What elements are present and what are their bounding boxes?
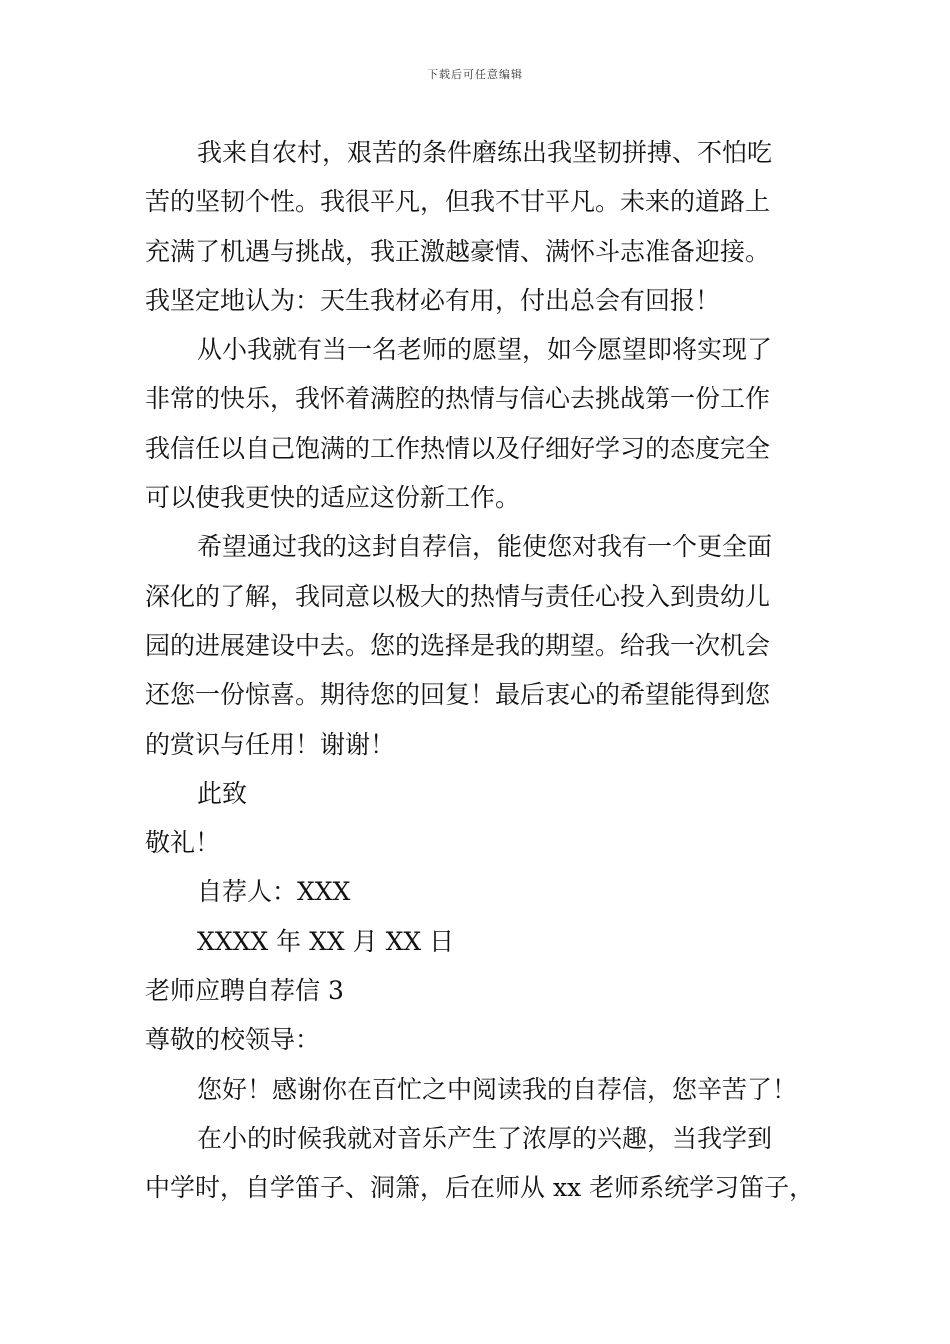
text-line: 苦的坚韧个性。我很平凡，但我不甘平凡。未来的道路上 (145, 187, 771, 217)
text-line: 园的进展建设中去。您的选择是我的期望。给我一次机会 (145, 630, 771, 660)
text-line: 中学时，自学笛子、洞箫，后在师从 xx 老师系统学习笛子， (145, 1173, 815, 1203)
header-note: 下载后可任意编辑 (427, 68, 523, 81)
text-line: 我信任以自己饱满的工作热情以及仔细好学习的态度完全 (145, 433, 771, 463)
text-line: 尊敬的校领导： (145, 1025, 321, 1055)
text-line: 我来自农村，艰苦的条件磨练出我坚韧拼搏、不怕吃 (197, 138, 773, 167)
text-line: 希望通过我的这封自荐信，能使您对我有一个更全面 (197, 532, 773, 562)
text-line: 可以使我更快的适应这份新工作。 (145, 483, 521, 513)
text-line: 您好！感谢你在百忙之中阅读我的自荐信，您辛苦了！ (197, 1074, 798, 1104)
text-line: 从小我就有当一名老师的愿望，如今愿望即将实现了 (197, 335, 773, 365)
text-line: 敬礼！ (145, 828, 221, 858)
text-line: 我坚定地认为：天生我材必有用，付出总会有回报！ (145, 285, 721, 315)
text-line: 还您一份惊喜。期待您的回复！最后衷心的希望能得到您 (145, 680, 771, 710)
text-line: 此致 (197, 778, 248, 808)
text-line: 自荐人：XXX (197, 877, 351, 907)
text-line: 非常的快乐，我怀着满腔的热情与信心去挑战第一份工作 (145, 384, 771, 414)
text-line: 充满了机遇与挑战，我正激越豪情、满怀斗志准备迎接。 (145, 236, 771, 266)
text-line: 老师应聘自荐信 3 (145, 976, 344, 1006)
document-body (145, 128, 815, 1213)
text-line: XXXX 年 XX 月 XX 日 (197, 926, 455, 956)
text-line: 深化的了解，我同意以极大的热情与责任心投入到贵幼儿 (145, 581, 771, 611)
text-line: 在小的时候我就对音乐产生了浓厚的兴趣，当我学到 (197, 1123, 773, 1153)
text-line: 的赏识与任用！谢谢！ (145, 729, 396, 759)
